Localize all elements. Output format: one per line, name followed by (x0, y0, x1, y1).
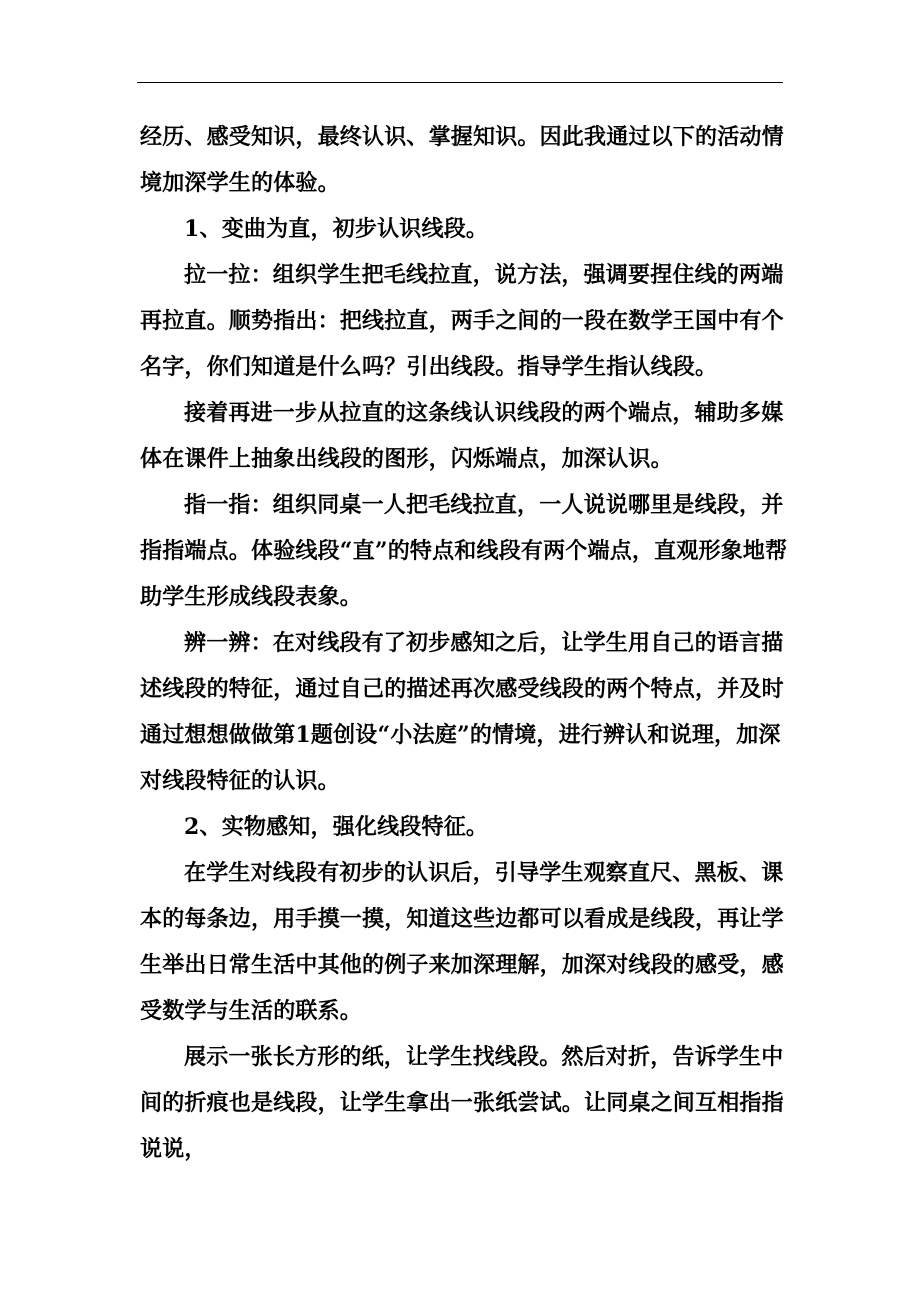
document-body (140, 114, 790, 1172)
paragraph: 辨一辨：在对线段有了初步感知之后，让学生用自己的语言描述线段的特征，通过自己的描述再次感受线段的两个特点，并及时通过想想做做第1题创设“小法庭”的情境，进行辨认和说理，加深对线段特征的认识。 (140, 630, 784, 794)
header-rule (137, 82, 783, 83)
paragraph: 经历、感受知识，最终认识、掌握知识。因此我通过以下的活动情境加深学生的体验。 (140, 124, 784, 196)
paragraph: 拉一拉：组织学生把毛线拉直，说方法，强调要捏住线的两端再拉直。顺势指出：把线拉直，两手之间的一段在数学王国中有个名字，你们知道是什么吗？引出线段。指导学生指认线段。 (140, 262, 784, 380)
paragraph: 在学生对线段有初步的认识后，引导学生观察直尺、黑板、课本的每条边，用手摸一摸，知道这些边都可以看成是线段，再让学生举出日常生活中其他的例子来加深理解，加深对线段的感受，感受数学与生活的联系。 (140, 860, 784, 1024)
section-heading: 1、变曲为直，初步认识线段。 (184, 216, 489, 242)
paragraph: 展示一张长方形的纸，让学生找线段。然后对折，告诉学生中间的折痕也是线段，让学生拿出一张纸尝试。让同桌之间互相指指说说， (140, 1044, 784, 1162)
section-heading: 2、实物感知，强化线段特征。 (184, 814, 489, 840)
paragraph: 指一指：组织同桌一人把毛线拉直，一人说说哪里是线段，并指指端点。体验线段“直”的特点和线段有两个端点，直观形象地帮助学生形成线段表象。 (140, 492, 788, 610)
paragraph: 接着再进一步从拉直的这条线认识线段的两个端点，辅助多媒体在课件上抽象出线段的图形，闪烁端点，加深认识。 (140, 400, 784, 472)
